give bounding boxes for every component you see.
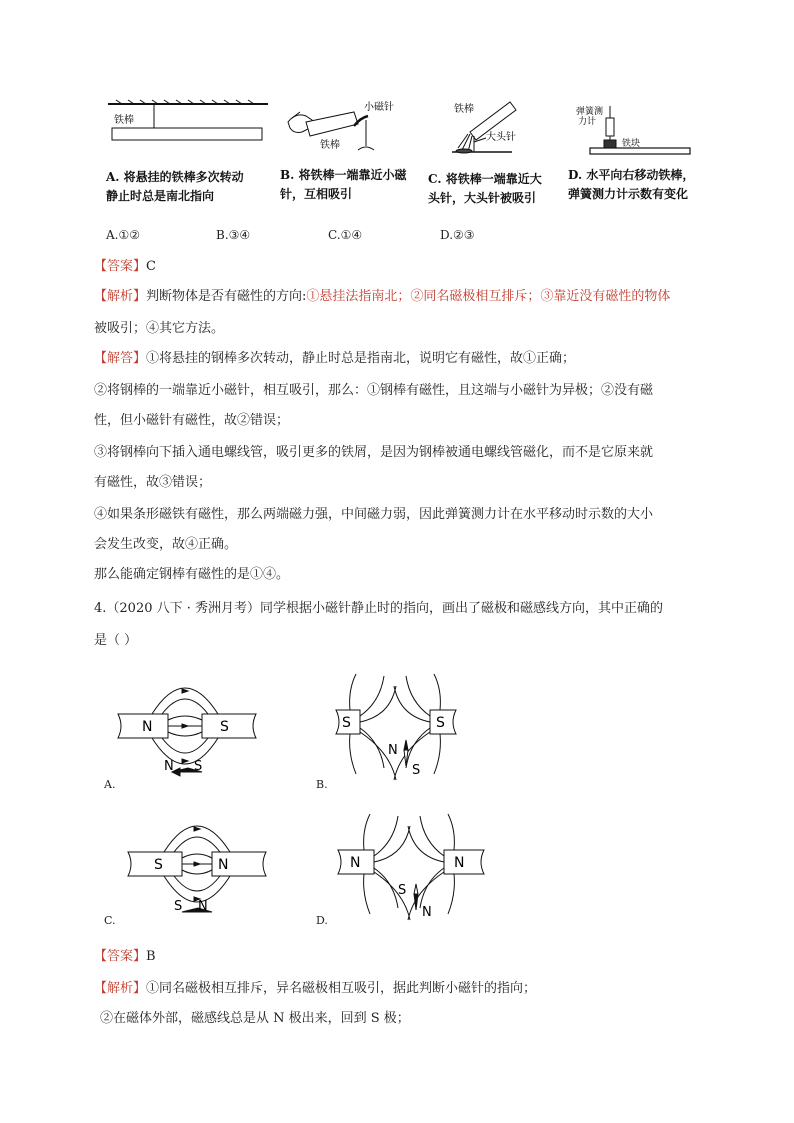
q4-c-needle-s: S [174,899,183,914]
q4-figure-b[interactable] [330,670,490,790]
q3-solution-line2: ②将钢棒的一端靠近小磁针，相互吸引，那么：①钢棒有磁性，且这端与小磁针为异极；②没有磁 [94,383,654,398]
q3-analysis-tag: 【解析】 [94,289,147,304]
q3-analysis-highlight: ①悬挂法指南北；②同名磁极相互排斥；③靠近没有磁性的物体 [306,289,671,304]
q3-solution-line7: 会发生改变，故④正确。 [94,537,238,552]
q4-c-needle-n: N [198,899,208,914]
q4-stem-line2: 是（ ） [94,633,138,648]
q4-c-right-pole: N [218,857,229,873]
figure-c-label-rod: 铁棒 [454,104,474,115]
q4-b-needle-n: N [388,743,398,758]
q3-solution-line3: 性，但小磁针有磁性，故②错误； [94,413,290,428]
q3-solution-line5: 有磁性，故③错误； [94,475,212,490]
figure-c-label-pins: 大头针 [486,132,516,143]
q4-option-a-letter[interactable]: A. [104,778,116,791]
figure-d-spring-scale [576,100,696,160]
q4-answer-tag: 【答案】 [94,949,147,964]
figure-b-label-needle: 小磁针 [364,102,394,113]
q3-option-c[interactable]: C.①④ [328,228,363,242]
q3-analysis-line2: 被吸引；④其它方法。 [94,321,225,336]
q4-figure-a[interactable] [112,672,262,784]
q3-answer-value: C [146,259,156,274]
q3-option-d[interactable]: D.②③ [440,228,475,242]
q4-option-d-letter[interactable]: D. [316,914,328,927]
figure-b-caption-line1: B. 将铁棒一端靠近小磁 [280,168,407,182]
q4-c-left-pole: S [154,857,163,873]
q4-d-left-pole: N [350,855,361,871]
q4-analysis-tag: 【解析】 [94,981,147,996]
q4-a-right-pole: S [220,719,229,735]
q3-analysis-lead: 判断物体是否有磁性的方向: [146,289,307,304]
q3-analysis-line1 [94,286,670,308]
q4-answer-value: B [146,949,156,964]
figure-d-label-scale: 弹簧测 [576,107,604,117]
q4-answer-line [94,946,156,968]
q4-figure-c[interactable] [122,806,272,918]
figure-c-caption [428,170,568,208]
figure-a-caption [106,168,266,206]
figure-d-label-scale-2: 力计 [578,117,597,127]
q3-answer-line [94,256,156,278]
q3-solution-text-0: ①将悬挂的钢棒多次转动，静止时总是指南北，说明它有磁性，故①正确； [146,351,576,366]
q4-b-left-pole: S [342,715,351,731]
figure-b-label-rod: 铁棒 [320,140,340,151]
q3-option-a[interactable]: A.①② [106,228,140,242]
q3-answer-tag: 【答案】 [94,259,147,274]
figure-b-rod-needle [284,100,404,160]
figure-d-label-block: 铁块 [622,139,641,149]
q3-solution-line6: ④如果条形磁铁有磁性，那么两端磁力强，中间磁力弱，因此弹簧测力计在水平移动时示数的大小 [94,507,654,522]
q4-d-needle-n: N [422,905,432,920]
figure-a-label-rod: 铁棒 [114,115,134,126]
q4-b-needle-s: S [412,763,421,778]
q4-figure-d[interactable] [334,810,494,926]
q4-b-right-pole: S [436,715,445,731]
q4-stem-line1: 4.（2020 八下 · 秀洲月考）同学根据小磁针静止时的指向，画出了磁极和磁感线方向，其中正确的 [94,601,664,616]
figure-d-caption [568,166,718,204]
figure-b-caption-line2: 针，互相吸引 [280,187,353,201]
q4-analysis-text-0: ①同名磁极相互排斥，异名磁极相互吸引，据此判断小磁针的指向； [146,981,537,996]
q4-a-needle-s: S [194,759,203,774]
q4-a-left-pole: N [142,719,153,735]
figure-b-caption [280,166,430,204]
figure-c-caption-line2: 头针，大头针被吸引 [428,191,537,205]
q3-option-b[interactable]: B.③④ [216,228,251,242]
figure-d-caption-line1: D. 水平向右移动铁棒， [568,168,695,182]
q4-d-needle-s: S [398,883,407,898]
q4-analysis-line2: ②在磁体外部，磁感线总是从 N 极出来，回到 S 极； [100,1011,410,1026]
q4-d-right-pole: N [454,855,465,871]
figure-c-rod-pins [452,98,542,158]
q4-option-b-letter[interactable]: B. [316,778,328,791]
figure-a-hanging-rod [108,98,268,160]
figure-a-caption-line2: 静止时总是南北指向 [106,189,215,203]
q3-solution-tag: 【解答】 [94,351,147,366]
figure-a-caption-line1: A. 将悬挂的铁棒多次转动 [106,170,244,184]
q3-solution-line8: 那么能确定钢棒有磁性的是①④。 [94,567,290,582]
figure-d-caption-line2: 弹簧测力计示数有变化 [568,187,689,201]
q4-option-c-letter[interactable]: C. [104,914,116,927]
figure-c-caption-line1: C. 将铁棒一端靠近大 [428,172,542,186]
q3-solution-line1 [94,348,575,370]
q4-a-needle-n: N [164,759,174,774]
q4-analysis-line1 [94,978,536,1000]
q3-solution-line4: ③将钢棒向下插入通电螺线管，吸引更多的铁屑，是因为钢棒被通电螺线管磁化，而不是它原来就 [94,445,654,460]
